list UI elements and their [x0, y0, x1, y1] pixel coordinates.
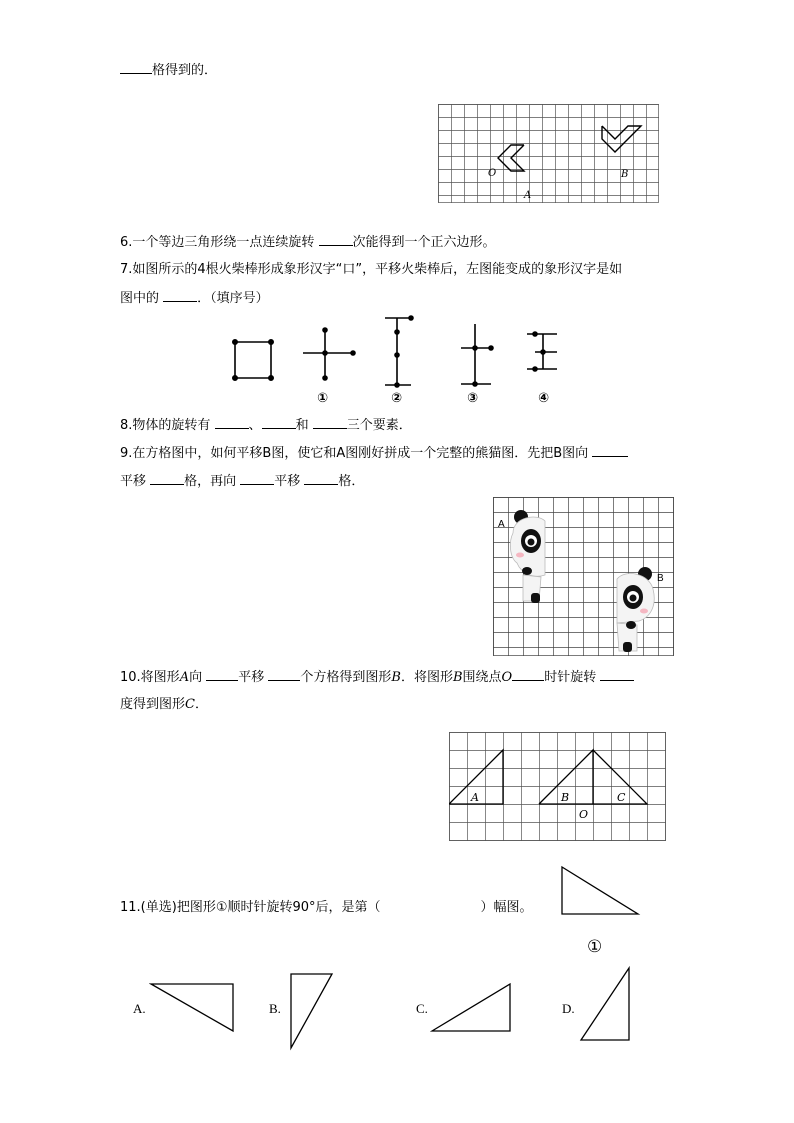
q9-blank-4[interactable] — [304, 472, 338, 485]
q6-number: 6 — [120, 235, 129, 250]
q5-answer-blank[interactable] — [120, 61, 152, 74]
q9-text-b: 格，再向 — [184, 474, 241, 489]
q10-line1 — [120, 668, 634, 687]
q11-text: .(单选)把图形①顺时针旋转90°后，是第（ — [136, 900, 381, 915]
q9-number: 9 — [120, 446, 129, 461]
q8-line — [120, 416, 412, 435]
label-tri-b: B — [561, 791, 570, 804]
q11-circle-label: ① — [587, 937, 603, 957]
q6-text-end: 次能得到一个正六边形。 — [352, 235, 496, 250]
q10-number: 10 — [120, 670, 137, 685]
panda-b-image — [617, 567, 654, 652]
matchstick-figure-3 — [461, 324, 493, 386]
q10-blank-2[interactable] — [268, 668, 300, 681]
q8-text: .物体的旋转有 — [128, 418, 215, 433]
q6-text: .一个等边三角形绕一点连续旋转 — [128, 235, 319, 250]
q10-var-b2: B — [452, 670, 463, 685]
q8-text-end: 三个要素． — [346, 418, 412, 433]
q7-line2 — [120, 289, 269, 308]
q10-line2 — [120, 696, 208, 714]
option-b-figure[interactable] — [288, 971, 336, 1051]
label-1: ① — [317, 391, 329, 406]
label-panda-b: B — [657, 573, 664, 584]
label-panda-a: A — [498, 519, 505, 530]
option-b-label[interactable]: B. — [269, 1001, 281, 1016]
q8-blank-1[interactable] — [215, 416, 249, 429]
q7-text2-end: ．（填序号） — [197, 291, 269, 306]
q10-var-c: C — [185, 697, 195, 712]
option-a-label[interactable]: A. — [133, 1001, 146, 1016]
q9-blank-2[interactable] — [150, 472, 184, 485]
q8-sep2: 和 — [295, 418, 313, 433]
matchstick-square — [233, 340, 273, 380]
option-c-label[interactable]: C. — [416, 1001, 428, 1016]
q7-text2: 图中的 — [120, 291, 164, 306]
q9-line2 — [120, 472, 364, 491]
q5-grid-figure — [438, 104, 660, 204]
label-point-o: O — [579, 808, 589, 821]
q9-blank-3[interactable] — [240, 472, 274, 485]
label-b: B — [621, 169, 629, 180]
label-2: ② — [391, 391, 403, 406]
panda-a-image — [510, 510, 545, 603]
label-a: A — [524, 190, 532, 201]
q9-panda-grid — [493, 497, 675, 657]
matchstick-figure-4 — [527, 332, 557, 371]
q8-blank-2[interactable] — [262, 416, 296, 429]
q10-blank-3[interactable] — [512, 668, 544, 681]
grid-border — [439, 105, 659, 203]
q10-t3: 平移 — [238, 670, 269, 685]
q6-answer-blank[interactable] — [319, 233, 353, 246]
q7-text: .如图所示的4根火柴棒形成象形汉字“口”，平移火柴棒后，左图能变成的象形汉字是如 — [128, 262, 623, 277]
q10-t9: ． — [194, 697, 208, 712]
q11-number: 11 — [120, 900, 137, 915]
option-a-figure[interactable] — [149, 982, 237, 1034]
option-c-figure[interactable] — [430, 982, 514, 1034]
q10-var-b: B — [391, 670, 401, 685]
q9-line1 — [120, 444, 628, 463]
q11-line — [120, 899, 533, 917]
q5-tail-text: 格得到的． — [152, 63, 218, 78]
option-d-figure[interactable] — [579, 966, 633, 1044]
shape-a — [498, 145, 524, 171]
q10-var-a: A — [179, 670, 190, 685]
q10-t1: .将图形 — [136, 670, 180, 685]
q10-t8: 度得到图形 — [120, 697, 186, 712]
q10-grid-figure — [449, 732, 667, 842]
q10-t7: 时针旋转 — [544, 670, 601, 685]
label-tri-a: A — [471, 791, 479, 804]
q9-text-a: 平移 — [120, 474, 151, 489]
q10-blank-4[interactable] — [600, 668, 634, 681]
q10-blank-1[interactable] — [206, 668, 238, 681]
q7-number: 7 — [120, 262, 129, 277]
q10-t4: 个方格得到图形 — [300, 670, 392, 685]
q8-sep1: 、 — [248, 418, 262, 433]
q10-t6: 围绕点 — [462, 670, 502, 685]
q9-text-c: 平移 — [274, 474, 305, 489]
q8-number: 8 — [120, 418, 129, 433]
q6-line — [120, 233, 496, 252]
label-4: ④ — [538, 391, 550, 406]
q9-blank-1[interactable] — [592, 444, 628, 457]
q10-t2: 向 — [189, 670, 207, 685]
label-o: O — [488, 168, 497, 179]
q5-tail-line — [120, 61, 217, 80]
q9-text-d: 格． — [338, 474, 365, 489]
matchstick-figure-1 — [303, 328, 355, 380]
option-d-label[interactable]: D. — [562, 1001, 575, 1016]
q10-var-o: O — [501, 670, 513, 685]
q10-t5: ．将图形 — [400, 670, 453, 685]
label-tri-c: C — [617, 791, 626, 804]
q8-blank-3[interactable] — [313, 416, 347, 429]
q11-figure-1 — [560, 864, 642, 918]
q11-text-end: ）幅图。 — [480, 900, 533, 915]
q7-matchstick-figures — [225, 312, 565, 408]
q7-line1 — [120, 261, 622, 279]
matchstick-figure-2 — [385, 316, 413, 387]
q9-text: .在方格图中，如何平移B图，使它和A图刚好拼成一个完整的熊猫图．先把B图向 — [128, 446, 593, 461]
q7-answer-blank[interactable] — [163, 289, 197, 302]
label-3: ③ — [467, 391, 479, 406]
